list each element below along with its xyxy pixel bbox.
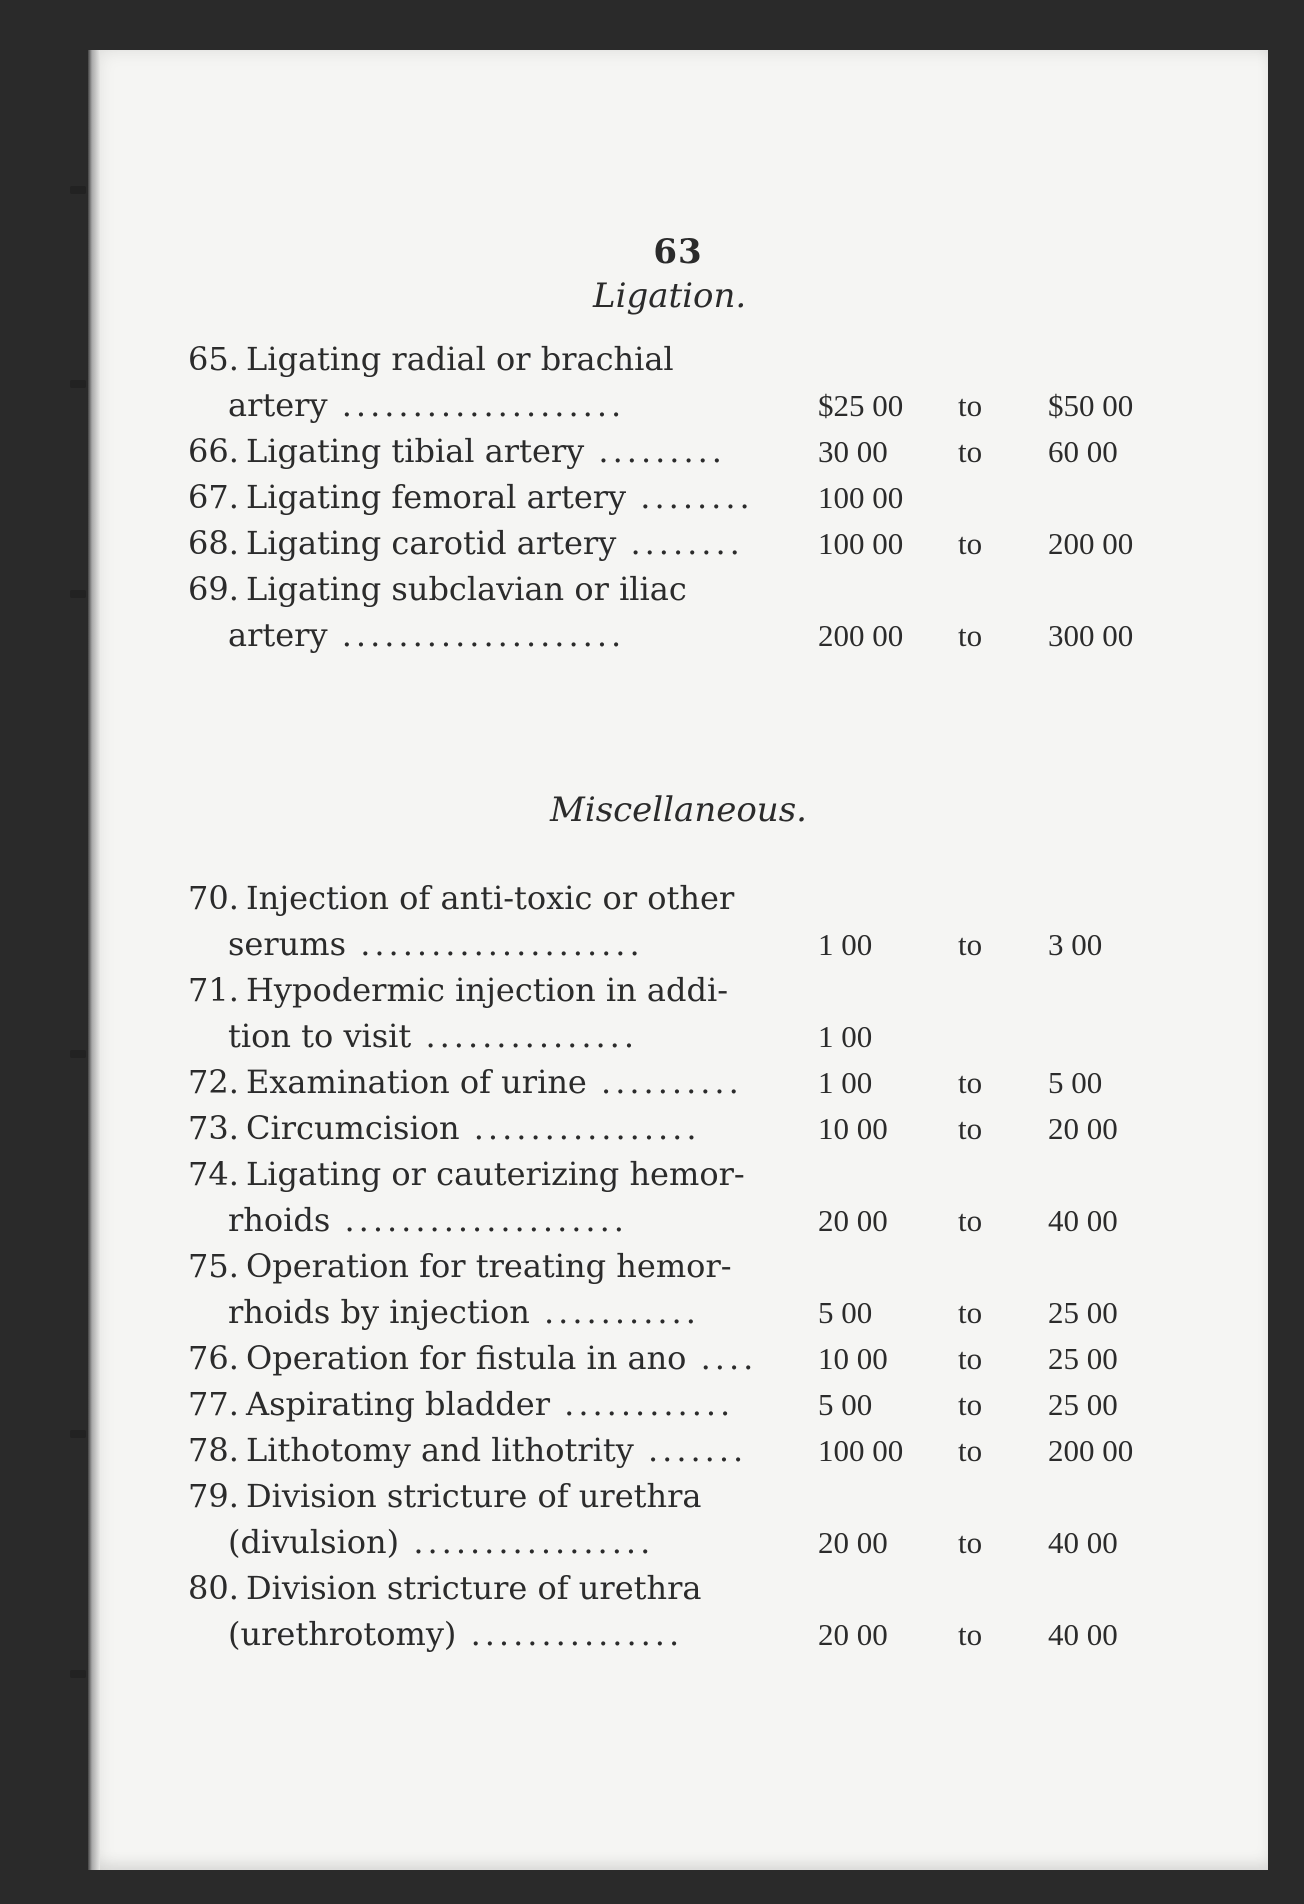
entry-line [188,428,798,474]
fee-to: to [958,927,983,962]
dot-leader: ........ [616,524,744,562]
fee-high: 3 00 [1048,927,1103,962]
procedure-text: tion to visit [228,1017,412,1055]
binding-stitch [70,590,86,598]
procedure-text: Ligating tibial artery [246,432,585,470]
procedure-text: Lithotomy and lithotrity [246,1431,634,1469]
fee-high: 25 00 [1048,1295,1118,1330]
fee-low: 100 00 [818,526,904,561]
entry-number: 77. [188,1385,239,1423]
entry-line [188,474,798,520]
entry-number: 75. [188,1247,239,1285]
entry-number: 76. [188,1339,239,1377]
fee-high: 40 00 [1048,1525,1118,1560]
dot-leader: .................... [327,616,626,654]
fee-entry [188,875,798,967]
fee-low: 1 00 [818,1065,873,1100]
entry-line [188,1197,798,1243]
section-heading: Miscellaneous. [550,790,807,830]
page-number: 63 [653,232,703,272]
fee-to: to [958,1341,983,1376]
dot-leader: ......... [584,432,726,470]
entry-number: 68. [188,524,239,562]
entry-line [188,566,798,612]
fee-entry [188,336,798,428]
entry-line [188,1611,798,1657]
entry-number: 65. [188,340,239,378]
fee-to: to [958,1525,983,1560]
procedure-text: (urethrotomy) [228,1615,457,1653]
fee-entry [188,1243,798,1335]
entry-number: 79. [188,1477,239,1515]
procedure-text: rhoids by injection [228,1293,530,1331]
page-spine [88,50,100,1870]
fee-to: to [958,1111,983,1146]
procedure-text: artery [228,616,328,654]
book-page [88,50,1268,1870]
entry-line [188,1289,798,1335]
fee-low: 1 00 [818,1019,873,1054]
fee-low: 10 00 [818,1111,888,1146]
dot-leader: ........... [529,1293,700,1331]
fee-to: to [958,434,983,469]
fee-entry [188,967,798,1059]
entry-number: 71. [188,971,239,1009]
entry-line [188,1059,798,1105]
entry-line [188,382,798,428]
fee-to: to [958,1295,983,1330]
fee-high: 60 00 [1048,434,1118,469]
dot-leader: .................... [327,386,626,424]
fee-low: 100 00 [818,480,904,515]
fee-low: 1 00 [818,927,873,962]
procedure-text: rhoids [228,1201,331,1239]
entry-number: 67. [188,478,239,516]
fee-entry [188,1565,798,1657]
entry-line [188,921,798,967]
entry-line [188,1381,798,1427]
fee-high: 200 00 [1048,1433,1134,1468]
procedure-text: Ligating or cauterizing hemor- [246,1155,745,1193]
procedure-text: Division stricture of urethra [246,1569,702,1607]
entry-number: 80. [188,1569,239,1607]
fee-low: 100 00 [818,1433,904,1468]
dot-leader: ............... [411,1017,639,1055]
fee-high: 20 00 [1048,1111,1118,1146]
procedure-text: Ligating femoral artery [246,478,627,516]
procedure-text: Ligating carotid artery [246,524,617,562]
dot-leader: ....... [633,1431,748,1469]
entry-line [188,336,798,382]
fee-entry [188,1473,798,1565]
fee-to: to [958,526,983,561]
entry-line [188,1151,798,1197]
entry-line [188,1105,798,1151]
procedure-text: Division stricture of urethra [246,1477,702,1515]
fee-entry [188,1335,798,1381]
fee-high: 40 00 [1048,1617,1118,1652]
entry-line [188,520,798,566]
procedure-text: Operation for fistula in ano [246,1339,687,1377]
procedure-text: artery [228,386,328,424]
dot-leader: .................... [346,925,644,963]
dot-leader: ................ [459,1109,701,1147]
fee-low: 5 00 [818,1295,873,1330]
fee-low: 200 00 [818,618,904,653]
entry-line [188,967,798,1013]
fee-low: 30 00 [818,434,888,469]
entry-number: 70. [188,879,239,917]
entry-line [188,1335,798,1381]
dot-leader: ................. [399,1523,655,1561]
fee-to: to [958,1065,983,1100]
fee-to: to [958,618,983,653]
fee-entry [188,520,798,566]
fee-low: $25 00 [818,388,904,423]
procedure-text: Hypodermic injection in addi- [246,971,728,1009]
procedure-text: Ligating radial or brachial [246,340,674,378]
entry-number: 69. [188,570,239,608]
fee-entry [188,428,798,474]
dot-leader: ........ [626,478,754,516]
fee-entry [188,1059,798,1105]
binding-stitch [70,186,86,194]
dot-leader: ............ [549,1385,735,1423]
fee-entry [188,566,798,658]
entry-number: 74. [188,1155,239,1193]
section-heading: Ligation. [593,276,747,316]
entry-line [188,875,798,921]
entry-line [188,1473,798,1519]
procedure-text: (divulsion) [228,1523,400,1561]
fee-entry [188,1427,798,1473]
entry-number: 73. [188,1109,239,1147]
binding-stitch [70,380,86,388]
fee-low: 20 00 [818,1203,888,1238]
fee-high: 40 00 [1048,1203,1118,1238]
procedure-text: Circumcision [246,1109,460,1147]
dot-leader: .... [686,1339,758,1377]
fee-low: 20 00 [818,1617,888,1652]
fee-entry [188,474,798,520]
entry-number: 72. [188,1063,239,1101]
procedure-text: Examination of urine [246,1063,587,1101]
fee-low: 5 00 [818,1387,873,1422]
fee-high: 5 00 [1048,1065,1103,1100]
procedure-text: Operation for treating hemor- [246,1247,732,1285]
fee-to: to [958,1433,983,1468]
entry-line [188,1427,798,1473]
entry-line [188,1519,798,1565]
fee-high: $50 00 [1048,388,1134,423]
fee-to: to [958,388,983,423]
fee-to: to [958,1203,983,1238]
fee-entry [188,1381,798,1427]
binding-stitch [70,1430,86,1438]
dot-leader: ............... [456,1615,684,1653]
entry-number: 66. [188,432,239,470]
fee-low: 20 00 [818,1525,888,1560]
dot-leader: .......... [586,1063,743,1101]
dot-leader: .................... [330,1201,628,1239]
entry-line [188,612,798,658]
procedure-text: Aspirating bladder [246,1385,550,1423]
fee-to: to [958,1387,983,1422]
fee-low: 10 00 [818,1341,888,1376]
fee-high: 300 00 [1048,618,1134,653]
entry-line [188,1013,798,1059]
procedure-text: serums [228,925,347,963]
fee-entry [188,1105,798,1151]
procedure-text: Injection of anti-toxic or other [246,879,735,917]
binding-stitch [70,1670,86,1678]
procedure-text: Ligating subclavian or iliac [246,570,687,608]
fee-high: 200 00 [1048,526,1134,561]
entry-line [188,1565,798,1611]
fee-high: 25 00 [1048,1341,1118,1376]
entry-line [188,1243,798,1289]
fee-entry [188,1151,798,1243]
fee-high: 25 00 [1048,1387,1118,1422]
fee-to: to [958,1617,983,1652]
binding-stitch [70,1050,86,1058]
entry-number: 78. [188,1431,239,1469]
